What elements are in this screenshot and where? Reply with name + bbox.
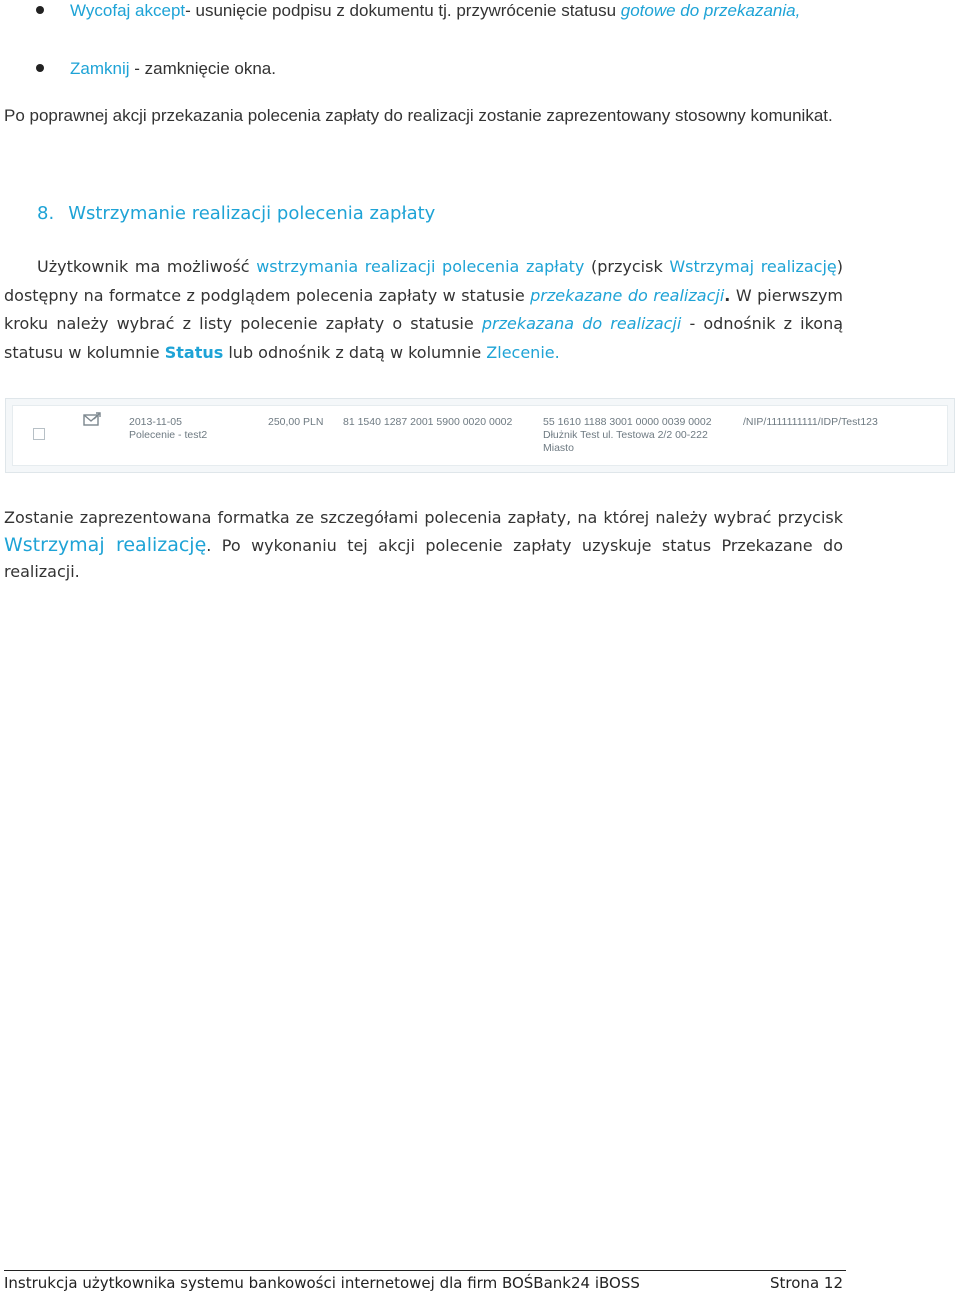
list-screenshot	[5, 398, 955, 473]
wstrzymaj-realizacje-link[interactable]: Wstrzymaj realizację	[4, 533, 207, 556]
envelope-arrow-icon[interactable]	[83, 412, 103, 433]
debtor-city: Miasto	[543, 442, 574, 454]
order-name: Polecenie - test2	[129, 429, 208, 441]
debtor-account: 55 1610 1188 3001 0000 0039 0002	[543, 416, 712, 428]
section-title: Wstrzymanie realizacji polecenia zapłaty	[68, 203, 436, 224]
bullet-text: - usunięcie podpisu z dokumentu tj. przywrócenie statusu	[185, 1, 621, 20]
debtor-address: Dłużnik Test ul. Testowa 2/2 00-222	[543, 429, 708, 441]
reference-cell: /NIP/1111111111/IDP/Test123	[743, 416, 878, 428]
page-number: Strona 12	[770, 1274, 843, 1292]
section-heading	[37, 203, 435, 224]
bullet-dot-icon	[36, 64, 44, 72]
column-zlecenie-ref: Zlecenie.	[486, 342, 560, 362]
section-number: 8.	[37, 203, 55, 224]
order-date[interactable]: 2013-11-05	[129, 416, 182, 428]
date-cell[interactable]	[129, 416, 207, 442]
wycofaj-akcept-link[interactable]: Wycofaj akcept	[70, 1, 186, 20]
bullet-item-zamknij	[0, 56, 843, 82]
table-row	[12, 405, 948, 466]
bullet-text: - zamknięcie okna.	[129, 59, 276, 78]
footer-divider	[4, 1270, 846, 1271]
wstrzymania-link[interactable]: wstrzymania realizacji polecenia zapłaty	[256, 257, 585, 276]
account-cell: 81 1540 1287 2001 5900 0020 0002	[343, 416, 513, 428]
column-status-ref: Status	[164, 342, 224, 362]
row-checkbox[interactable]	[33, 428, 45, 440]
bullet-dot-icon	[36, 6, 44, 14]
paragraph-instructions: Zostanie zaprezentowana formatka ze szczegółami polecenia zapłaty, na której należy wybrać przycisk Wstrzymaj realizację. Po wykonaniu tej akcji polecenie zapłaty uzyskuje status Przekazane do realizacji.	[4, 508, 843, 581]
debtor-cell	[543, 416, 712, 455]
status-gotowe: gotowe do przekazania,	[620, 1, 801, 20]
bullet-item-wycofaj	[0, 0, 843, 24]
footer-title: Instrukcja użytkownika systemu bankowości internetowej dla firm BOŚBank24 iBOSS	[4, 1274, 640, 1292]
amount-cell: 250,00 PLN	[268, 416, 324, 428]
status-przekazane: przekazane do realizacji	[530, 285, 725, 305]
paragraph-description: Użytkownik ma możliwość wstrzymania realizacji polecenia zapłaty (przycisk Wstrzymaj realizację) dostępny na formatce z podglądem polecenia zapłaty w statusie przekazane do realizacji. W pierwszym kroku należy wybrać z listy polecenie zapłaty o statusie przekazana do realizacji - odnośnik z ikoną statusu w kolumnie Status lub odnośnik z datą w kolumnie Zlecenie.	[4, 257, 844, 362]
wstrzymaj-realizacje-button-ref[interactable]: Wstrzymaj realizację	[669, 257, 837, 276]
paragraph-komunikat: Po poprawnej akcji przekazania polecenia zapłaty do realizacji zostanie zaprezentowany stosowny komunikat.	[4, 106, 833, 125]
status-przekazana: przekazana do realizacji	[481, 314, 682, 333]
zamknij-link[interactable]: Zamknij	[70, 59, 130, 78]
